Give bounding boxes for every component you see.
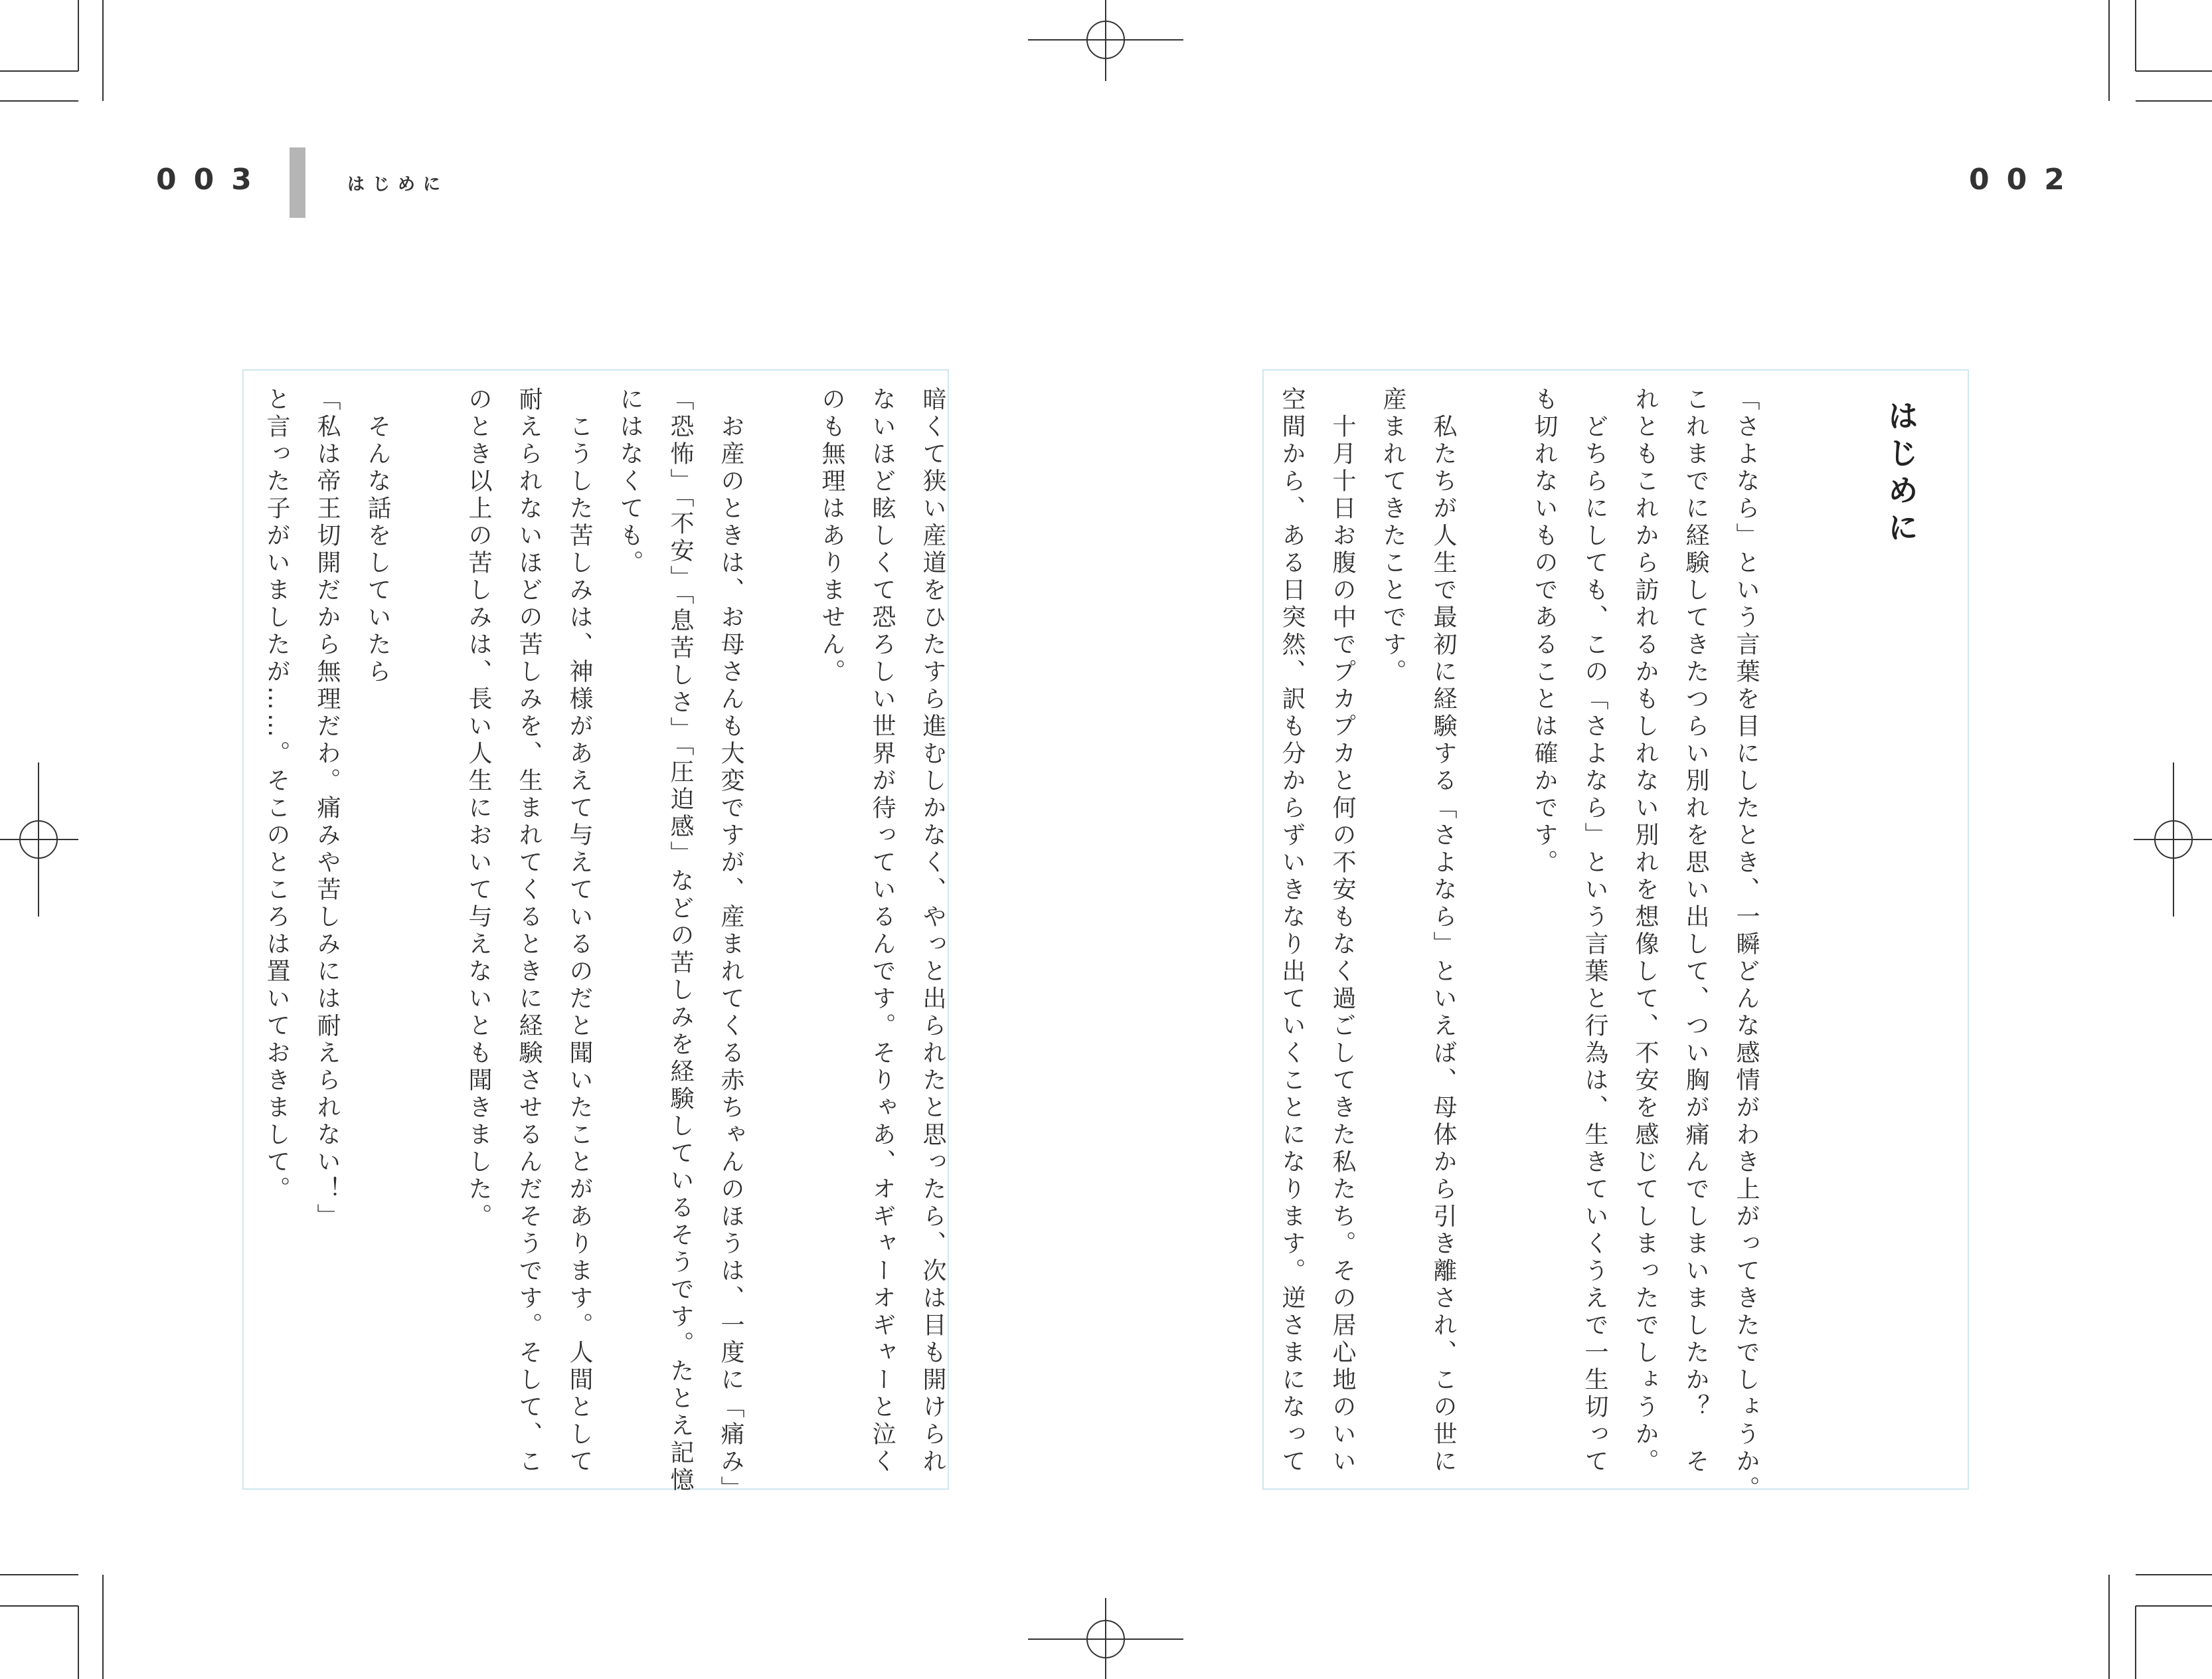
running-header-chapter: はじめに bbox=[347, 175, 449, 195]
chapter-heading: はじめに bbox=[1883, 400, 1919, 549]
body-line: こうした苦しみは、神様があえて与えているのだと聞いたことがあります。人間として bbox=[566, 387, 593, 1476]
body-line: そんな話をしていたら bbox=[364, 387, 391, 686]
body-line: のも無理はありません。 bbox=[818, 387, 845, 686]
body-line: のとき以上の苦しみは、長い人生において与えないとも聞きました。 bbox=[465, 387, 492, 1231]
body-line: にはなくても。 bbox=[616, 387, 643, 577]
page-number-right: 002 bbox=[1969, 163, 2082, 197]
body-line: れともこれから訪れるかもしれない別れを想像して、不安を感じてしまったでしょうか。 bbox=[1632, 387, 1659, 1476]
body-line: と言った子がいましたが……。そこのところは置いておきまして。 bbox=[263, 387, 290, 1203]
body-line: 産まれてきたことです。 bbox=[1379, 387, 1406, 686]
body-line: 「私は帝王切開だから無理だわ。痛みや苦しみには耐えられない！」 bbox=[313, 387, 341, 1231]
body-line: 暗くて狭い産道をひたすら進むしかなく、やっと出られたと思ったら、次は目も開けられ bbox=[919, 387, 946, 1476]
body-line: どちらにしても、この「さよなら」という言葉と行為は、生きていくうえで一生切って bbox=[1581, 387, 1608, 1476]
header-bar bbox=[290, 147, 305, 218]
body-line: これまでに経験してきたつらい別れを思い出して、つい胸が痛んでしまいましたか？ そ bbox=[1682, 387, 1709, 1476]
text-frame-right bbox=[1262, 369, 1969, 1490]
body-line: 耐えられないほどの苦しみを、生まれてくるときに経験させるんだそうです。そして、こ bbox=[515, 387, 543, 1476]
body-line: も切れないものであることは確かです。 bbox=[1531, 387, 1558, 877]
body-line: 「恐怖」「不安」「息苦しさ」「圧迫感」などの苦しみを経験しているそうです。たとえ記憶 bbox=[667, 387, 694, 1494]
body-line: 空間から、ある日突然、訳も分からずいきなり出ていくことになります。逆さまになって bbox=[1278, 387, 1306, 1476]
body-line: ないほど眩しくて恐ろしい世界が待っているんです。そりゃあ、オギャーオギャーと泣く bbox=[869, 387, 896, 1476]
body-line: お産のときは、お母さんも大変ですが、産まれてくる赤ちゃんのほうは、一度に「痛み」 bbox=[717, 387, 744, 1503]
body-line: 私たちが人生で最初に経験する「さよなら」といえば、母体から引き離され、この世に bbox=[1430, 387, 1457, 1476]
body-line: 「さよなら」という言葉を目にしたとき、一瞬どんな感情がわき上がってきたでしょうか。 bbox=[1733, 387, 1760, 1503]
page-number-left: 003 bbox=[156, 163, 269, 197]
body-line: 十月十日お腹の中でプカプカと何の不安もなく過ごしてきた私たち。その居心地のいい bbox=[1329, 387, 1356, 1476]
